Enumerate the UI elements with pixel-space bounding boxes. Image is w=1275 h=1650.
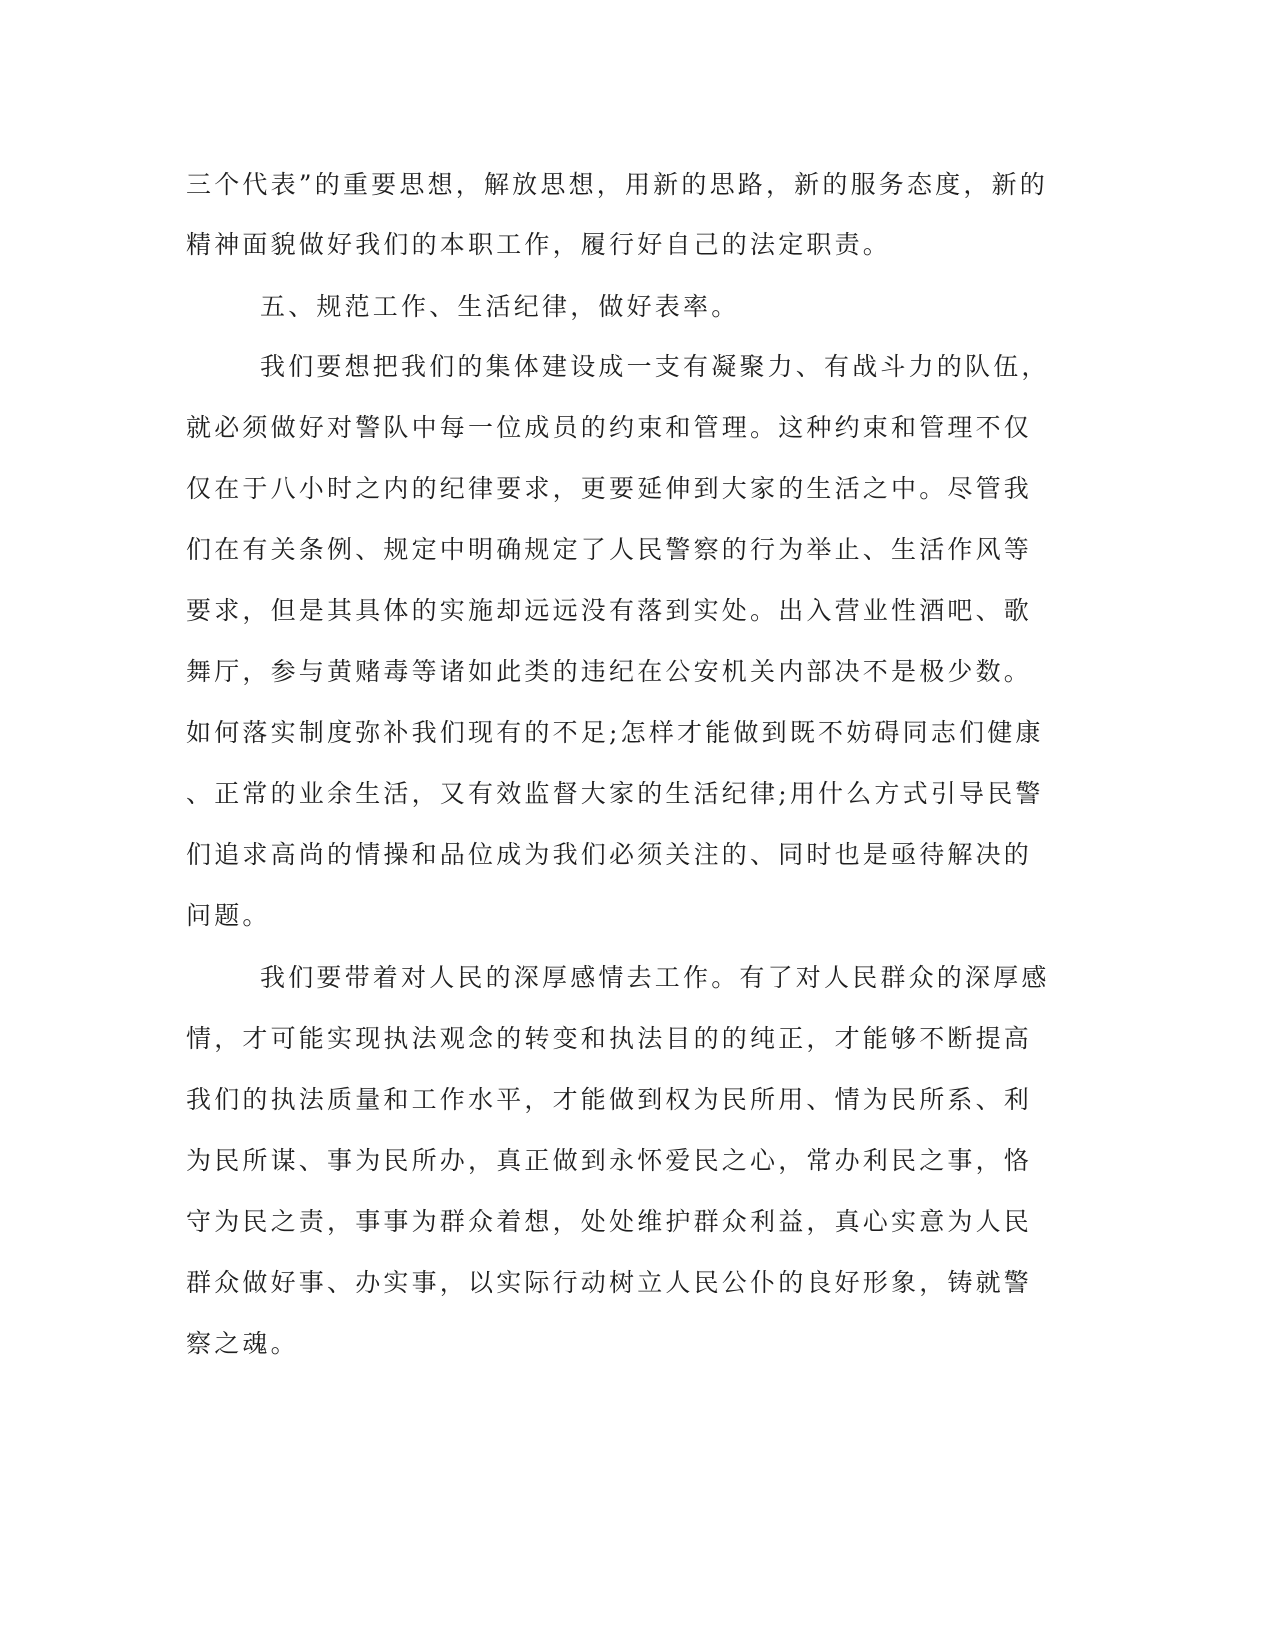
paragraph-line: 仅在于八小时之内的纪律要求，更要延伸到大家的生活之中。尽管我 [186,474,1033,503]
paragraph-line: 为民所谋、事为民所办，真正做到永怀爱民之心，常办利民之事，恪 [186,1146,1033,1175]
paragraph-line: 群众做好事、办实事，以实际行动树立人民公仆的良好形象，铸就警 [186,1268,1033,1297]
paragraph-line: 们追求高尚的情操和品位成为我们必须关注的、同时也是亟待解决的 [186,840,1033,869]
paragraph-line: 精神面貌做好我们的本职工作，履行好自己的法定职责。 [186,230,892,259]
paragraph-line: 舞厅，参与黄赌毒等诸如此类的违纪在公安机关内部决不是极少数。 [186,657,1033,686]
paragraph-line: 情，才可能实现执法观念的转变和执法目的的纯正，才能够不断提高 [186,1024,1033,1053]
paragraph-line: 我们要想把我们的集体建设成一支有凝聚力、有战斗力的队伍， [260,352,1050,381]
paragraph-line: 如何落实制度弥补我们现有的不足;怎样才能做到既不妨碍同志们健康 [186,718,1044,747]
paragraph-line: 要求，但是其具体的实施却远远没有落到实处。出入营业性酒吧、歌 [186,596,1033,625]
paragraph-line: 察之魂。 [186,1329,299,1358]
paragraph-line: 我们的执法质量和工作水平，才能做到权为民所用、情为民所系、利 [186,1085,1033,1114]
paragraph-line: 我们要带着对人民的深厚感情去工作。有了对人民群众的深厚感 [260,963,1050,992]
paragraph-line: 三个代表”的重要思想，解放思想，用新的思路，新的服务态度，新的 [186,170,1048,199]
section-heading: 五、规范工作、生活纪律，做好表率。 [260,292,740,321]
paragraph-line: 问题。 [186,901,271,930]
paragraph-line: 、正常的业余生活，又有效监督大家的生活纪律;用什么方式引导民警 [186,779,1044,808]
paragraph-line: 们在有关条例、规定中明确规定了人民警察的行为举止、生活作风等 [186,535,1033,564]
paragraph-line: 守为民之责，事事为群众着想，处处维护群众利益，真心实意为人民 [186,1207,1033,1236]
paragraph-line: 就必须做好对警队中每一位成员的约束和管理。这种约束和管理不仅 [186,413,1033,442]
